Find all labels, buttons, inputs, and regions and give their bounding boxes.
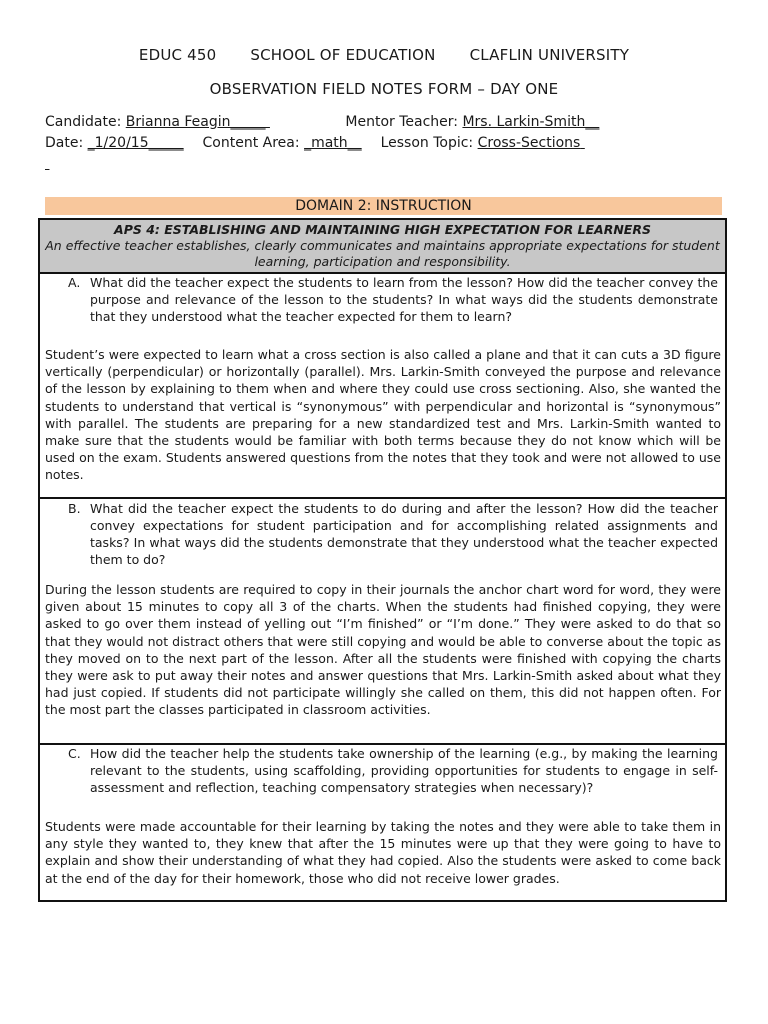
candidate-blank <box>265 114 320 130</box>
content-value: _math__ <box>304 135 362 151</box>
content-label: Content Area: <box>202 135 300 151</box>
mentor-value: Mrs. Larkin-Smith__ <box>462 114 600 130</box>
section-c-letter: C. <box>68 746 81 761</box>
section-a-question <box>68 274 718 325</box>
topic-label: Lesson Topic: <box>380 135 474 151</box>
section-a-question-text: What did the teacher expect the students to learn from the lesson? How did the teacher convey the purpose and relevance of the lesson to the students? In what ways did the students demonstrate that they understood what the teacher expected for them to learn? <box>90 275 718 324</box>
topic-continuation <box>45 156 68 172</box>
section-a-answer: Student’s were expected to learn what a cross section is also called a plane and that it can cuts a 3D figure vertically (perpendicular) or horizontally (parallel). Mrs. Larkin-Smith conveyed the purpose and relevance of the lesson by explaining to them when and where they could use cross sectioning. Also, she wanted the students to understand that vertical is “synonymous” with perpendicular and horizontal is “synonymous” with parallel. The students are preparing for a new standardized test and Mrs. Larkin-Smith wanted to make sure that the students would be familiar with both terms because they do not know which will be used on the exam. Students answered questions from the notes that they took and were not allowed to use notes. <box>45 347 721 483</box>
university-name: CLAFLIN UNIVERSITY <box>469 46 630 64</box>
form-title: OBSERVATION FIELD NOTES FORM – DAY ONE <box>209 80 559 98</box>
candidate-value: Brianna Feagin_____ <box>125 114 266 130</box>
date-label: Date: <box>45 135 84 151</box>
aps-description: An effective teacher establishes, clearly communicates and maintains appropriate expectations for student learning, participation and responsibility. <box>45 238 720 269</box>
candidate-label: Candidate: <box>45 114 122 130</box>
topic-value: Cross-Sections <box>477 135 581 151</box>
mentor-label: Mentor Teacher: <box>345 114 458 130</box>
observation-table <box>38 218 727 902</box>
course-code: EDUC 450 <box>138 46 217 64</box>
section-c-answer: Students were made accountable for their learning by taking the notes and they were able to take them in any style they wanted to, they knew that after the 15 minutes were up that they were going to have to explain and show their understanding of what they had copied. Also the students were asked to come back at the end of the day for their homework, those who did not receive lower grades. <box>45 819 721 886</box>
date-value: _1/20/15_____ <box>87 135 184 151</box>
section-a-letter: A. <box>68 275 81 290</box>
course-header <box>0 46 768 64</box>
section-c <box>40 743 725 902</box>
topic-blank <box>580 135 675 151</box>
section-b-question-text: What did the teacher expect the students to do during and after the lesson? How did the teacher convey expectations for student participation and for accomplishing related assignments and tasks? In what ways did the students demonstrate that they understood what the teacher expected them to do? <box>90 501 718 567</box>
section-b <box>40 497 725 743</box>
domain-title: DOMAIN 2: INSTRUCTION <box>45 197 722 215</box>
section-a <box>40 272 725 497</box>
school-name: SCHOOL OF EDUCATION <box>250 46 436 64</box>
candidate-row <box>45 114 599 130</box>
section-b-letter: B. <box>68 501 81 516</box>
aps-header <box>40 220 725 274</box>
section-b-question <box>68 500 718 568</box>
date-row <box>45 135 675 151</box>
section-b-answer: During the lesson students are required to copy in their journals the anchor chart word for word, they were given about 15 minutes to copy all 3 of the charts. When the students had finished copying, they were asked to go over them instead of yelling out “I’m finished” or “I’m done.” They were asked to do that so that they would not distract others that were still copying and would be able to converse about the topic as they moved on to the next part of the lesson. After all the students were finished with copying the charts they were ask to put away their notes and answer questions that Mrs. Larkin-Smith asked about what they had just copied. If students did not participate willingly she called on them, this did not happen often. For the most part the classes participated in classroom activities. <box>45 582 721 718</box>
aps-title: APS 4: ESTABLISHING AND MAINTAINING HIGH EXPECTATION FOR LEARNERS <box>114 222 651 237</box>
section-c-question <box>68 745 718 796</box>
section-c-question-text: How did the teacher help the students take ownership of the learning (e.g., by making the learning relevant to the students, using scaffolding, providing opportunities for students to engage in self-assessment and reflection, teaching compensatory strategies when necessary)? <box>90 746 718 795</box>
